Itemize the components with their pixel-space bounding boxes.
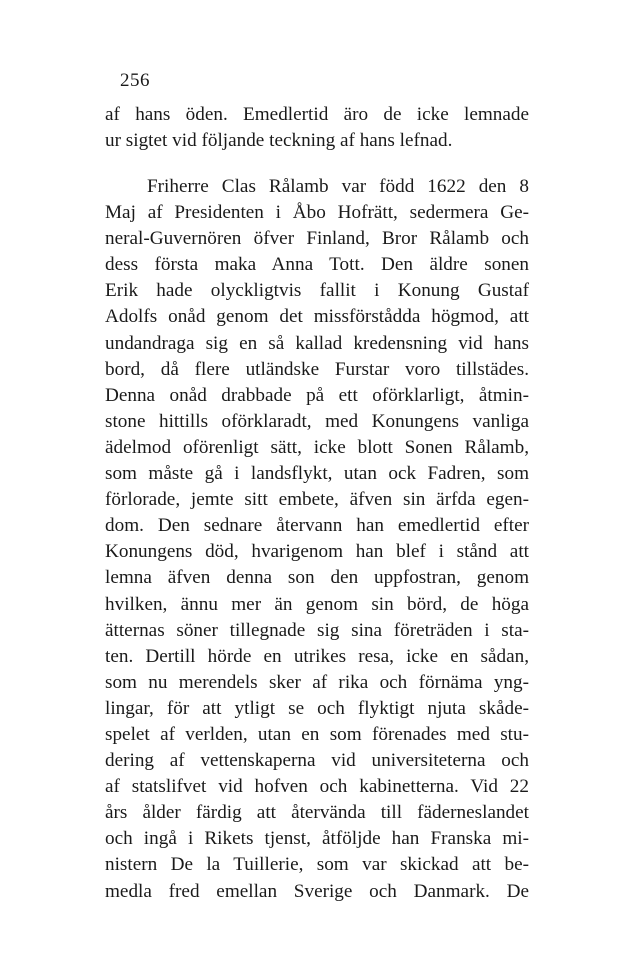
text-line: spelet af verlden, utan en som förenades med stu- <box>105 723 529 745</box>
text-line: och ingå i Rikets tjenst, åtföljde han Franska mi- <box>105 828 529 850</box>
text-line: dess första maka Anna Tott. Den äldre sonen <box>105 254 529 276</box>
paragraph-1 <box>105 102 529 154</box>
text-line: dering af vettenskaperna vid universiteterna och <box>105 750 529 772</box>
text-line: som nu merendels sker af rika och förnäma yng- <box>105 671 529 693</box>
text-line: ten. Dertill hörde en utrikes resa, icke en sådan, <box>105 645 529 667</box>
text-line: af statslifvet vid hofven och kabinetterna. Vid 22 <box>105 776 529 798</box>
text-line: neral-Guvernören öfver Finland, Bror Rålamb och <box>105 228 529 250</box>
text-line: Maj af Presidenten i Åbo Hofrätt, sedermera Ge- <box>105 202 529 224</box>
text-line: hvilken, ännu mer än genom sin börd, de höga <box>105 593 529 615</box>
text-line: Friherre Clas Rålamb var född 1622 den 8 <box>147 176 529 197</box>
text-line: dom. Den sednare återvann han emedlertid efter <box>105 515 529 537</box>
text-line: Erik hade olyckligtvis fallit i Konung Gustaf <box>105 280 529 302</box>
text-line: års ålder färdig att återvända till fäderneslandet <box>105 802 529 824</box>
text-line: medla fred emellan Sverige och Danmark. De <box>105 880 529 902</box>
text-line: af hans öden. Emedlertid äro de icke lemnade <box>105 104 529 125</box>
text-line: lingar, för att ytligt se och flyktigt njuta skåde- <box>105 697 529 719</box>
text-line: Denna onåd drabbade på ett oförklarligt, åtmin- <box>105 384 529 406</box>
text-line: lemna äfven denna son den uppfostran, genom <box>105 567 529 589</box>
text-line: som måste gå i landsflykt, utan ock Fadren, som <box>105 463 529 485</box>
paragraph-2 <box>105 174 529 905</box>
text-line: stone hittills oförklaradt, med Konungens vanliga <box>105 410 529 432</box>
text-line: ur sigtet vid följande teckning af hans lefnad. <box>105 130 453 152</box>
text-line: undandraga sig en så kallad kredensning vid hans <box>105 332 529 354</box>
text-line: förlorade, jemte sitt embete, äfven sin ärfda egen- <box>105 489 529 511</box>
text-line: ätternas söner tillegnade sig sina företräden i sta- <box>105 619 529 641</box>
text-line: bord, då flere utländske Furstar voro tillstädes. <box>105 358 529 380</box>
text-line: nistern De la Tuillerie, som var skickad att be- <box>105 854 529 876</box>
text-line: Adolfs onåd genom det missförstådda högmod, att <box>105 306 529 328</box>
page-number: 256 <box>120 70 150 91</box>
text-line: Konungens död, hvarigenom han blef i stånd att <box>105 541 529 563</box>
text-line: ädelmod oförenligt sätt, icke blott Sonen Rålamb, <box>105 436 529 458</box>
